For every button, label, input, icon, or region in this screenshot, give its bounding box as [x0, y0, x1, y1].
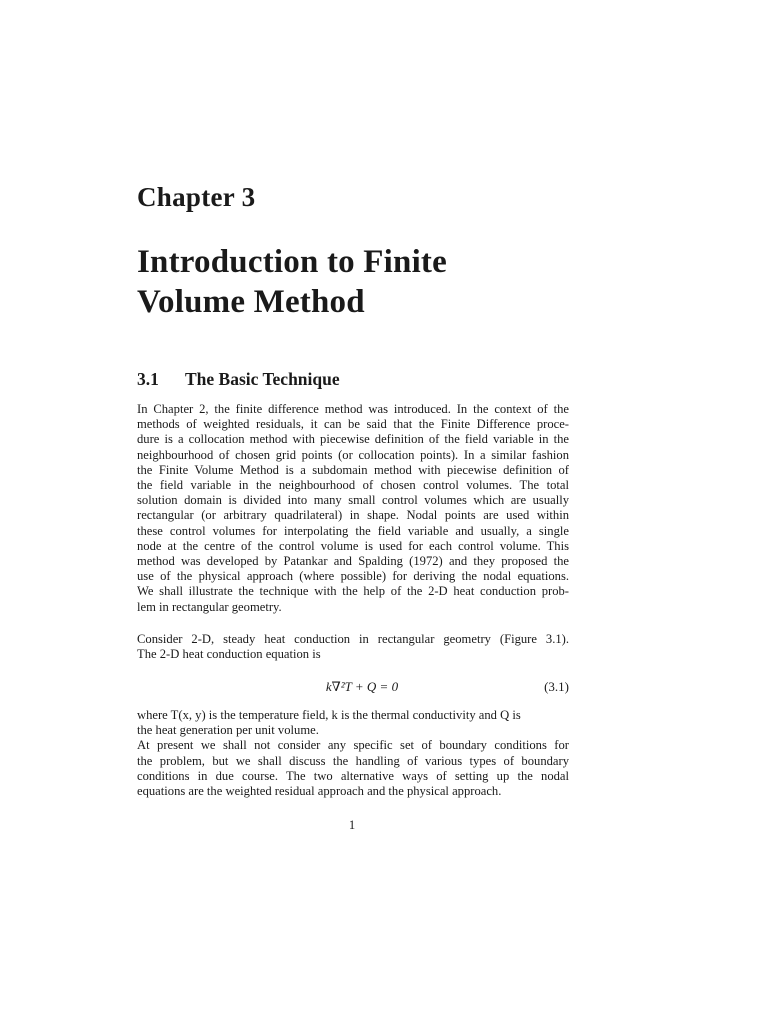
text-line: node at the centre of the control volume is used for each control volume. This	[137, 538, 569, 553]
text-line: the Finite Volume Method is a subdomain method with piecewise definition of	[137, 462, 569, 477]
text-line: In Chapter 2, the finite difference method was introduced. In the context of the	[137, 402, 569, 416]
text-line: Consider 2-D, steady heat conduction in rectangular geometry (Figure 3.1).	[137, 632, 569, 646]
text-line: rectangular (or arbitrary quadrilateral) in shape. Nodal points are used within	[137, 508, 569, 523]
chapter-title-line: Introduction to Finite	[137, 244, 447, 280]
text-line: the problem, but we shall discuss the handling of various types of boundary	[137, 753, 569, 768]
text-line: lem in rectangular geometry.	[137, 599, 282, 614]
text-line: equations are the weighted residual approach and the physical approach.	[137, 784, 502, 799]
section-heading	[137, 367, 340, 391]
section-number: 3.1	[137, 369, 159, 389]
text-line: neighbourhood of chosen grid points (or collocation points). In a similar fashion	[137, 447, 569, 462]
equation-expression: k∇²T + Q = 0	[325, 679, 399, 694]
chapter-label: Chapter 3	[137, 182, 256, 212]
text-line: the field variable in the neighbourhood of chosen control volumes. The total	[137, 478, 569, 493]
text-line: these control volumes for interpolating the field variable and usually, a single	[137, 523, 569, 538]
equation-3-1	[137, 678, 569, 696]
chapter-title-line: Volume Method	[137, 284, 365, 320]
section-title: The Basic Technique	[185, 369, 340, 389]
paragraph-consider	[137, 632, 569, 662]
text-line: use of the physical approach (where possible) for deriving the nodal equations.	[137, 569, 569, 584]
text-line: conditions in due course. The two alternative ways of setting up the nodal	[137, 768, 569, 783]
text-line: dure is a collocation method with piecewise definition of the field variable in the	[137, 432, 569, 447]
text-line: where T(x, y) is the temperature field, k is the thermal conductivity and Q is	[137, 708, 521, 722]
text-line: solution domain is divided into many small control volumes which are usually	[137, 493, 569, 508]
equation-number: (3.1)	[544, 679, 569, 694]
text-line: We shall illustrate the technique with the help of the 2-D heat conduction prob-	[137, 584, 569, 599]
page-number: 1	[348, 818, 356, 832]
paragraph-basic-technique	[137, 402, 569, 615]
text-line: method was developed by Patankar and Spalding (1972) and they proposed the	[137, 554, 569, 569]
text-line: the heat generation per unit volume.	[137, 723, 319, 738]
text-line: The 2-D heat conduction equation is	[137, 647, 321, 662]
paragraph-where	[137, 708, 569, 799]
text-line: At present we shall not consider any specific set of boundary conditions for	[137, 738, 569, 753]
chapter-title	[137, 242, 597, 322]
text-line: methods of weighted residuals, it can be said that the Finite Difference proce-	[137, 417, 569, 432]
